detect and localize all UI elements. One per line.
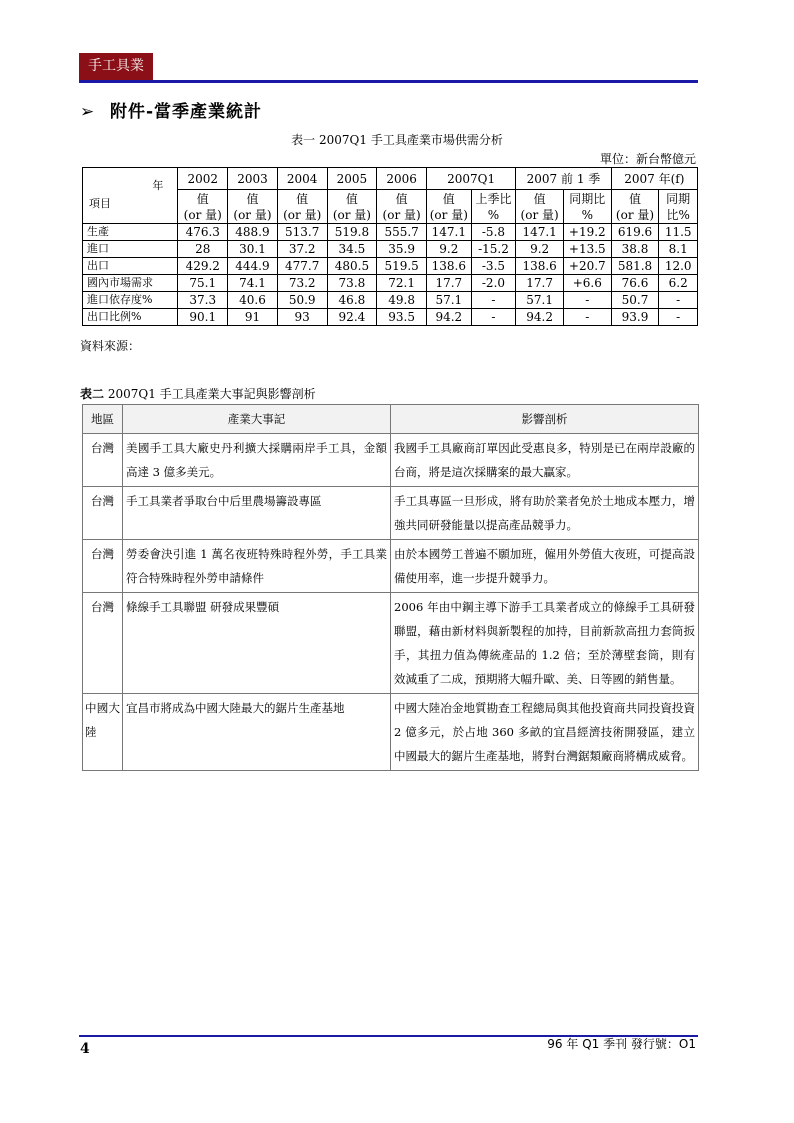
table-cell: 37.3 xyxy=(178,292,228,309)
table-cell: 138.6 xyxy=(426,258,471,275)
table-cell: 50.7 xyxy=(611,292,659,309)
event-cell: 勞委會決引進 1 萬名夜班特殊時程外勞，手工具業符合特殊時程外勞申請條件 xyxy=(123,540,391,593)
yoy-label: 同期 xyxy=(666,191,691,206)
table-cell: 40.6 xyxy=(228,292,278,309)
event-cell: 美國手工具大廠史丹利擴大採購兩岸手工具，金額高達 3 億多美元。 xyxy=(123,434,391,487)
table-cell: 34.5 xyxy=(327,241,377,258)
table2-caption-text: 2007Q1 手工具產業大事記與影響剖析 xyxy=(104,387,316,401)
event-cell: 宜昌市將成為中國大陸最大的鋸片生產基地 xyxy=(123,694,391,771)
corner-year: 年 xyxy=(152,179,164,192)
value-subheader xyxy=(516,190,564,224)
value-label: 值 xyxy=(296,191,309,206)
year-header: 2007 前 1 季 xyxy=(516,168,611,190)
table-row xyxy=(83,694,699,771)
table-cell: 444.9 xyxy=(228,258,278,275)
yoy-subheader xyxy=(563,190,611,224)
table-cell: 37.2 xyxy=(277,241,327,258)
value-subheader xyxy=(277,190,327,224)
impact-cell: 中國大陸冶金地質勘查工程總局與其他投資商共同投資投資 2 億多元，於占地 360 多畝的宜昌經濟技術開發區，建立中國最大的鋸片生產基地，將對台灣鋸類廠商將構成威脅。 xyxy=(391,694,699,771)
volume-label: (or 量) xyxy=(183,207,222,222)
year-header: 2005 xyxy=(327,168,377,190)
value-label: 值 xyxy=(442,191,455,206)
table-cell: -5.8 xyxy=(471,224,516,241)
corner-item: 項目 xyxy=(89,197,111,210)
year-header: 2006 xyxy=(377,168,427,190)
table-cell: 91 xyxy=(228,309,278,326)
table-cell: -3.5 xyxy=(471,258,516,275)
table-cell: 476.3 xyxy=(178,224,228,241)
corner-header xyxy=(83,168,178,224)
table-cell: 9.2 xyxy=(516,241,564,258)
table-cell: -2.0 xyxy=(471,275,516,292)
table-cell: 93.9 xyxy=(611,309,659,326)
table-row xyxy=(83,309,698,326)
table-cell: 35.9 xyxy=(377,241,427,258)
table-cell: 17.7 xyxy=(516,275,564,292)
value-subheader xyxy=(178,190,228,224)
table-cell: 73.2 xyxy=(277,275,327,292)
table-cell: 93 xyxy=(277,309,327,326)
table1-body xyxy=(83,224,698,326)
table-cell: 519.5 xyxy=(377,258,427,275)
table-cell: 75.1 xyxy=(178,275,228,292)
volume-label: (or 量) xyxy=(382,207,421,222)
year-header: 2002 xyxy=(178,168,228,190)
table-cell: 581.8 xyxy=(611,258,659,275)
table-cell: 49.8 xyxy=(377,292,427,309)
value-subheader xyxy=(228,190,278,224)
table2-caption xyxy=(80,385,316,402)
row-label: 進口 xyxy=(83,241,178,258)
table-cell: 513.7 xyxy=(277,224,327,241)
region-header: 地區 xyxy=(83,405,123,434)
data-source: 資料來源： xyxy=(80,339,141,353)
impact-cell: 手工具專區一旦形成，將有助於業者免於土地成本壓力，增強共同研發能量以提高產品競爭力。 xyxy=(391,487,699,540)
value-subheader xyxy=(377,190,427,224)
table-row xyxy=(83,540,699,593)
table-cell: 477.7 xyxy=(277,258,327,275)
row-label: 出口比例% xyxy=(83,309,178,326)
event-header: 產業大事記 xyxy=(123,405,391,434)
year-header: 2007Q1 xyxy=(426,168,515,190)
year-header: 2004 xyxy=(277,168,327,190)
table-cell: 30.1 xyxy=(228,241,278,258)
table-cell: 12.0 xyxy=(659,258,698,275)
volume-label: (or 量) xyxy=(520,207,559,222)
table-cell: 92.4 xyxy=(327,309,377,326)
table-cell: 57.1 xyxy=(516,292,564,309)
table-cell: +13.5 xyxy=(563,241,611,258)
table-cell: 488.9 xyxy=(228,224,278,241)
table-cell: 519.8 xyxy=(327,224,377,241)
impact-cell: 2006 年由中鋼主導下游手工具業者成立的條線手工具研發聯盟，藉由新材料與新製程的加持，目前新款高扭力套筒扳手，其扭力值為傳統產品的 1.2 倍；至於薄壁套筒，則有效減重了二成，預期將大幅升歐、美、日等國的銷售量。 xyxy=(391,593,699,694)
year-header: 2003 xyxy=(228,168,278,190)
table-cell: 73.8 xyxy=(327,275,377,292)
table1-unit: 單位：新台幣億元 xyxy=(599,152,696,166)
table-cell: 429.2 xyxy=(178,258,228,275)
table-cell: - xyxy=(659,309,698,326)
header-tab: 手工具業 xyxy=(79,53,153,80)
table-cell: 46.8 xyxy=(327,292,377,309)
table-cell: 93.5 xyxy=(377,309,427,326)
table-cell: - xyxy=(563,309,611,326)
region-cell: 台灣 xyxy=(83,434,123,487)
volume-label: (or 量) xyxy=(429,207,468,222)
table-cell: 72.1 xyxy=(377,275,427,292)
table-cell: 6.2 xyxy=(659,275,698,292)
table-cell: 147.1 xyxy=(516,224,564,241)
section-title xyxy=(80,97,262,122)
table-cell: +6.6 xyxy=(563,275,611,292)
value-label: 值 xyxy=(246,191,259,206)
pct-label: % xyxy=(581,207,594,222)
volume-label: (or 量) xyxy=(283,207,322,222)
region-cell: 台灣 xyxy=(83,540,123,593)
year-header: 2007 年(f) xyxy=(611,168,697,190)
table-cell: 28 xyxy=(178,241,228,258)
impact-cell: 我國手工具廠商訂單因此受惠良多，特別是已在兩岸設廠的台商，將是這次採購案的最大贏家。 xyxy=(391,434,699,487)
table-cell: 555.7 xyxy=(377,224,427,241)
table-cell: +20.7 xyxy=(563,258,611,275)
volume-label: (or 量) xyxy=(233,207,272,222)
table-cell: 9.2 xyxy=(426,241,471,258)
yoy-subheader xyxy=(659,190,698,224)
value-label: 值 xyxy=(533,191,546,206)
table-cell: 8.1 xyxy=(659,241,698,258)
region-cell: 中國大陸 xyxy=(83,694,123,771)
event-cell: 條線手工具聯盟 研發成果豐碩 xyxy=(123,593,391,694)
value-label: 值 xyxy=(395,191,408,206)
value-subheader xyxy=(611,190,659,224)
table-cell: 74.1 xyxy=(228,275,278,292)
table-cell: 94.2 xyxy=(516,309,564,326)
header-rule xyxy=(79,80,698,83)
table-cell: 57.1 xyxy=(426,292,471,309)
table-cell: - xyxy=(471,292,516,309)
table-cell: - xyxy=(471,309,516,326)
value-label: 值 xyxy=(196,191,209,206)
row-label: 生產 xyxy=(83,224,178,241)
table-cell: 38.8 xyxy=(611,241,659,258)
yoy-label: 同期比 xyxy=(569,191,606,206)
table-cell: 138.6 xyxy=(516,258,564,275)
value-label: 值 xyxy=(345,191,358,206)
table-row xyxy=(83,258,698,275)
table-cell: 90.1 xyxy=(178,309,228,326)
table-cell: 94.2 xyxy=(426,309,471,326)
supply-demand-table xyxy=(82,167,698,326)
row-label: 出口 xyxy=(83,258,178,275)
table-cell: - xyxy=(659,292,698,309)
value-subheader xyxy=(327,190,377,224)
table2-body xyxy=(83,434,699,771)
impact-header: 影響剖析 xyxy=(391,405,699,434)
volume-label: (or 量) xyxy=(332,207,371,222)
table-cell: 619.6 xyxy=(611,224,659,241)
section-title-text: 附件-當季產業統計 xyxy=(110,102,263,122)
table-cell: - xyxy=(563,292,611,309)
qoq-label: 上季比 xyxy=(475,191,512,206)
page-number: 4 xyxy=(80,1041,90,1057)
region-cell: 台灣 xyxy=(83,487,123,540)
volume-label: (or 量) xyxy=(615,207,655,222)
table-cell: 76.6 xyxy=(611,275,659,292)
table-cell: +19.2 xyxy=(563,224,611,241)
table-cell: 480.5 xyxy=(327,258,377,275)
row-label: 國內市場需求 xyxy=(83,275,178,292)
event-cell: 手工具業者爭取台中后里農場籌設專區 xyxy=(123,487,391,540)
table-cell: 17.7 xyxy=(426,275,471,292)
table-cell: 11.5 xyxy=(659,224,698,241)
table2-caption-bold: 表二 xyxy=(80,387,105,401)
events-table xyxy=(82,404,699,771)
pct-label: 比% xyxy=(666,207,690,222)
table-row xyxy=(83,224,698,241)
table-row xyxy=(83,241,698,258)
value-subheader xyxy=(426,190,471,224)
table-row xyxy=(83,292,698,309)
impact-cell: 由於本國勞工普遍不願加班，僱用外勞值大夜班，可提高設備使用率，進一步提升競爭力。 xyxy=(391,540,699,593)
table-cell: -15.2 xyxy=(471,241,516,258)
arrow-bullet-icon: ➢ xyxy=(80,102,96,122)
value-label: 值 xyxy=(628,191,641,206)
table-row xyxy=(83,275,698,292)
qoq-subheader xyxy=(471,190,516,224)
table-row xyxy=(83,487,699,540)
row-label: 進口依存度% xyxy=(83,292,178,309)
table-cell: 50.9 xyxy=(277,292,327,309)
table-cell: 147.1 xyxy=(426,224,471,241)
table-row xyxy=(83,593,699,694)
table-row xyxy=(83,434,699,487)
footer-issue-text: 96 年 Q1 季刊 發行號：O1 xyxy=(547,1037,696,1051)
pct-label: % xyxy=(487,207,500,222)
region-cell: 台灣 xyxy=(83,593,123,694)
table1-caption: 表一 2007Q1 手工具產業市場供需分析 xyxy=(291,133,503,147)
